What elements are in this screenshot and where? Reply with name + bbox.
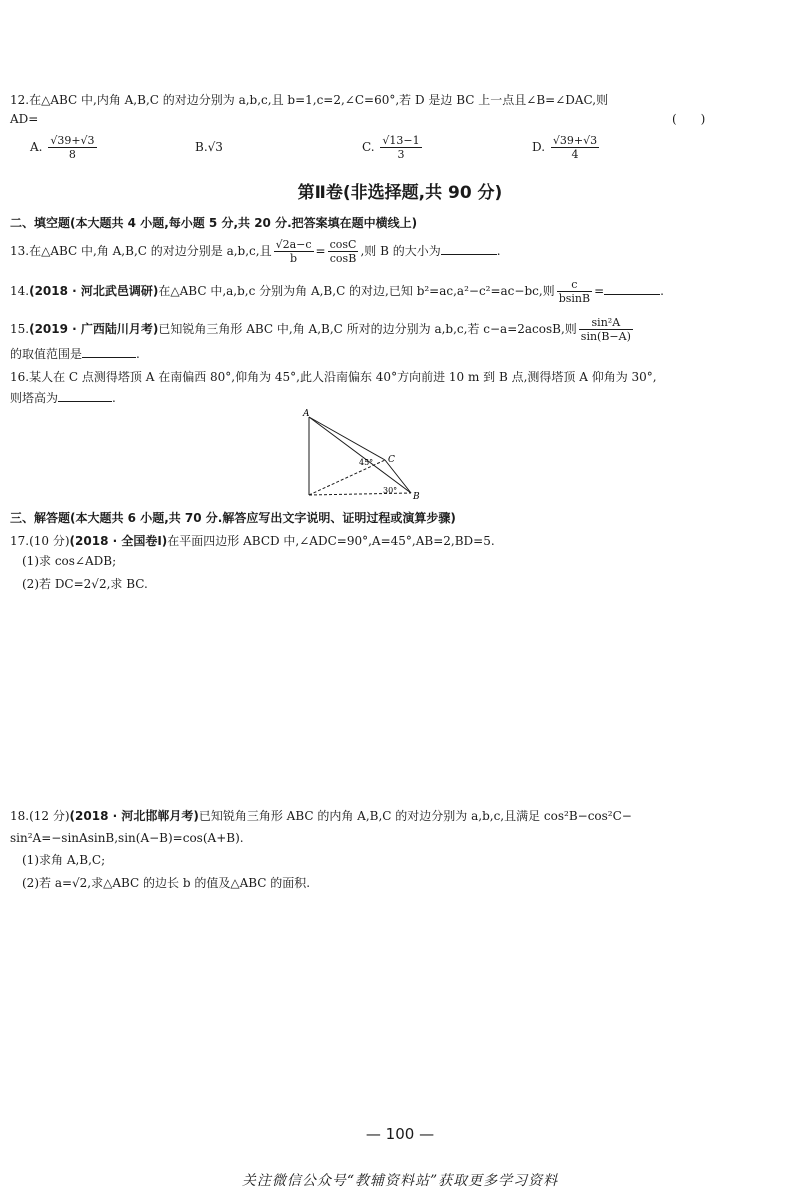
q13-frac2-num: cosC (329, 238, 357, 251)
q12-choice-d (532, 134, 601, 161)
q14-answer-blank (604, 282, 660, 295)
choice-d-label: D. (532, 140, 546, 154)
q16-line2: 则塔高为 . (10, 391, 116, 405)
label-c: C (388, 455, 395, 465)
q15-frac (579, 316, 633, 343)
q15-frac-den: sin(B−A) (580, 330, 631, 343)
q13-post: ,则 B 的大小为 (360, 244, 441, 258)
choice-c-den: 3 (397, 148, 405, 161)
q14-frac-num: c (557, 278, 592, 292)
q14-source-tag: (2018 · 河北武邑调研) (29, 284, 159, 298)
q17-source-tag: (2018 · 全国卷Ⅰ) (69, 534, 168, 548)
q17-part1: (1)求 cos∠ADB; (22, 554, 117, 568)
angle-45-label: 45° (359, 458, 374, 467)
choice-a-den: 8 (68, 148, 76, 161)
choice-d-num: √39+√3 (552, 134, 598, 147)
q13: 13.在△ABC 中,角 A,B,C 的对边分别是 a,b,c,且 $\frac{√2a-c}{b}$ = $\frac{\cos C}{\cos B}$ ,则 B 的大小为 . (10, 238, 501, 265)
choice-b-label: B. (195, 140, 208, 154)
q12-stem: 12.在△ABC 中,内角 A,B,C 的对边分别为 a,b,c,且 b=1,c=2,∠C=60°,若 D 是边 BC 上一点且∠B=∠DAC,则 (10, 93, 609, 107)
q15-answer-blank (82, 345, 136, 358)
fill-in-header: 二、填空题(本大题共 4 小题,每小题 5 分,共 20 分.把答案填在题中横线上) (10, 216, 418, 230)
choice-b-value: √3 (207, 140, 223, 154)
tower-figure (295, 405, 435, 505)
page-number: — 100 — (365, 1125, 435, 1143)
q15-line2-text: 的取值范围是 (10, 347, 83, 361)
q12-choice-c (362, 134, 424, 161)
q18-source-tag: (2018 · 河北邯郸月考) (69, 809, 199, 823)
q16-answer-blank (58, 389, 112, 402)
angle-30-label: 30° (383, 486, 398, 495)
choice-a-num: √39+√3 (50, 134, 95, 147)
footer-note: 关注微信公众号“教辅资料站”获取更多学习资料 (241, 1173, 559, 1189)
q15-line2: 的取值范围是 . (10, 347, 140, 361)
q15-frac-num: sin²A (579, 316, 633, 330)
q16-line1: 16.某人在 C 点测得塔顶 A 在南偏西 80°,仰角为 45°,此人沿南偏东 40°方向前进 10 m 到 B 点,测得塔顶 A 仰角为 30°, (10, 370, 657, 384)
choice-c-num: √13−1 (382, 134, 420, 147)
q12-choice-b (195, 140, 223, 154)
q14: 14.(2018 · 河北武邑调研)在△ABC 中,a,b,c 分别为角 A,B,C 的对边,已知 b²=ac,a²−c²=ac−bc,则 $\frac{c}{bsinB}$ = . (10, 278, 664, 305)
answer-section-header: 三、解答题(本大题共 6 小题,共 70 分.解答应写出文字说明、证明过程或演算步骤) (10, 511, 456, 525)
q17 (10, 532, 730, 550)
line-base-c (309, 460, 385, 495)
q14-eq: = (594, 284, 605, 298)
label-b: B (413, 492, 420, 502)
q13-frac2-den: cosB (329, 252, 357, 265)
q13-answer-blank (441, 242, 497, 255)
choice-c-label: C. (362, 140, 375, 154)
choice-d-fraction (551, 134, 599, 161)
q18-text: 已知锐角三角形 ABC 的内角 A,B,C 的对边分别为 a,b,c,且满足 cos²B−cos²C− (198, 809, 632, 823)
q14-pre: 14. (10, 284, 30, 298)
q18 (10, 807, 730, 825)
q13-frac1-num: √2a−c (275, 238, 312, 251)
choice-c-fraction (380, 134, 421, 161)
q14-text: 在△ABC 中,a,b,c 分别为角 A,B,C 的对边,已知 b²=ac,a²−c²=ac−bc,则 (158, 284, 555, 298)
q18-part2: (2)若 a=√2,求△ABC 的边长 b 的值及△ABC 的面积. (22, 876, 311, 890)
q15 (10, 316, 730, 343)
q18-part1: (1)求角 A,B,C; (22, 853, 106, 867)
q14-frac (557, 278, 592, 305)
q15-text: 已知锐角三角形 ABC 中,角 A,B,C 所对的边分别为 a,b,c,若 c−a=2acosB,则 (158, 322, 577, 336)
q13-pre: 13.在△ABC 中,角 A,B,C 的对边分别是 a,b,c,且 (10, 244, 272, 258)
q14-frac-den: bsinB (558, 292, 591, 305)
line-ab (309, 417, 411, 493)
q13-frac1 (274, 238, 314, 265)
line-ac (309, 417, 385, 460)
q18-line2: sin²A=−sinAsinB,sin(A−B)=cos(A+B). (10, 831, 244, 845)
label-a: A (303, 409, 310, 419)
choice-d-den: 4 (571, 148, 579, 161)
q12-answer-paren: ( ) (672, 112, 706, 126)
q13-eq: = (315, 244, 326, 258)
q16-line2-text: 则塔高为 (10, 391, 59, 405)
q15-source-tag: (2019 · 广西陆川月考) (29, 322, 159, 336)
choice-a-label: A. (30, 140, 43, 154)
section-2-title: 第Ⅱ卷(非选择题,共 90 分) (297, 183, 503, 203)
q12-choice-a (30, 134, 99, 161)
q13-frac1-den: b (290, 252, 298, 265)
choice-a-fraction (48, 134, 96, 161)
q13-frac2 (328, 238, 359, 265)
q15-pre: 15. (10, 322, 30, 336)
q18-pre: 18.(12 分) (10, 809, 70, 823)
q17-text: 在平面四边形 ABCD 中,∠ADC=90°,A=45°,AB=2,BD=5. (167, 534, 495, 548)
q12-stem-line2: AD= (10, 112, 39, 126)
q17-pre: 17.(10 分) (10, 534, 70, 548)
q17-part2: (2)若 DC=2√2,求 BC. (22, 577, 148, 591)
